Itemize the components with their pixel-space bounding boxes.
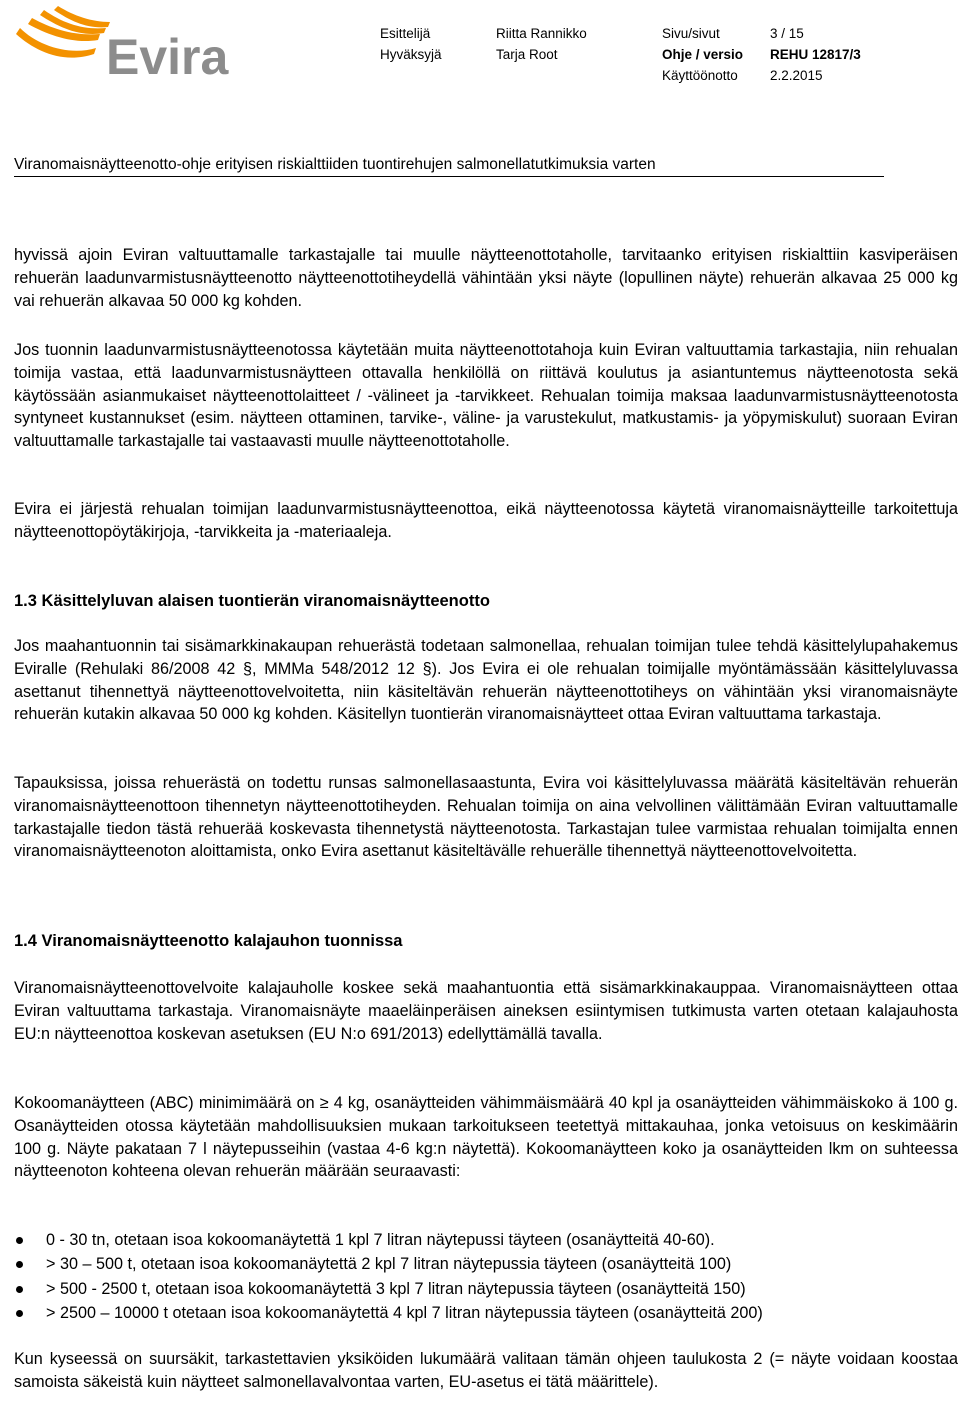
list-item <box>14 1252 958 1276</box>
list-item-text: > 2500 – 10000 t otetaan isoa kokoomanäytettä 4 kpl 7 litran näytepussia täyteen (osanäytteitä 200) <box>46 1303 763 1322</box>
presenter-label: Esittelijä <box>380 26 431 41</box>
page-label: Sivu/sivut <box>662 26 720 41</box>
page-value: 3 / 15 <box>770 26 804 41</box>
paragraph-8: Kun kyseessä on suursäkit, tarkastettavien yksiköiden lukumäärä valitaan tämän ohjeen taulukosta 2 (= näyte voidaan koostaa samoista säkeistä kuin näytteet salmonellavalvontaa varten, EU-asetus ei tätä määrittele). <box>14 1350 958 1391</box>
approver-label: Hyväksyjä <box>380 47 442 62</box>
paragraph-6: Viranomaisnäytteenottovelvoite kalajauholle koskee sekä maahantuontia että sisämarkkinakauppaa. Viranomaisnäytteen ottaa Eviran valtuuttama tarkastaja. Viranomaisnäyte maaeläinperäisen aineksen esiintymisen tutkimusta varten otetaan kalajauhosta EU:n näytteenottoa koskevan asetuksen (EU N:o 691/2013) edellyttämällä tavalla. <box>14 979 958 1043</box>
section-number: 1.3 <box>14 592 37 610</box>
adoption-label: Käyttöönotto <box>662 68 738 83</box>
guide-value: REHU 12817/3 <box>770 47 861 62</box>
sample-size-list <box>14 1228 958 1325</box>
paragraph-3: Evira ei järjestä rehualan toimijan laadunvarmistusnäytteenottoa, eikä näytteenotossa käytetä viranomaisnäytteille tarkoitettuja näytteenottopöytäkirjoja, -tarvikkeita ja -materiaaleja. <box>14 500 958 541</box>
section-title: Käsittelyluvan alaisen tuontierän viranomaisnäytteenotto <box>41 592 490 610</box>
paragraph-1: hyvissä ajoin Eviran valtuuttamalle tarkastajalle tai muulle näytteenottotaholle, tarvitaanko erityisen riskialttiin kasviperäisen rehuerän laadunvarmistusnäytteenotto näytteenottotiheydellä vähintään yksi näyte (lopullinen näyte) rehuerän alkavaa 25 000 kg vai rehuerän alkavaa 50 000 kg kohden. <box>14 246 958 310</box>
bullet-icon <box>16 1310 23 1317</box>
section-title: Viranomaisnäytteenotto kalajauhon tuonnissa <box>41 932 403 950</box>
list-item-text: 0 - 30 tn, otetaan isoa kokoomanäytettä 1 kpl 7 litran näytepussi täyteen (osanäytteitä 40-60). <box>46 1231 715 1249</box>
bullet-icon <box>16 1237 23 1244</box>
list-item-text: > 500 - 2500 t, otetaan isoa kokoomanäytettä 3 kpl 7 litran näytepussia täyteen (osanäytteitä 150) <box>46 1279 746 1298</box>
bullet-icon <box>16 1261 23 1268</box>
document-title: Viranomaisnäytteenotto-ohje erityisen riskialttiiden tuontirehujen salmonellatutkimuksia varten <box>14 156 884 177</box>
paragraph-7: Kokoomanäytteen (ABC) minimimäärä on ≥ 4 kg, osanäytteiden vähimmäismäärä 40 kpl ja osanäytteiden vähimmäiskoko ä 100 g. Osanäytteiden otossa käytetään mahdollisuuksien mukaan tarkoitukseen teetettyä mittakauhaa, jonka vetoisuus on keskimäärin 100 g. Näyte pakataan 7 l näytepusseihin (vastaa 4-6 kg:n näytettä). Kokoomanäytteen koko ja osanäytteiden lkm on suhteessa näytteenoton kohteena olevan rehuerän määrään seuraavasti: <box>14 1094 958 1181</box>
section-number: 1.4 <box>14 932 37 950</box>
section-heading-1-4 <box>14 932 402 951</box>
list-item <box>14 1277 958 1301</box>
approver-name: Tarja Root <box>496 47 558 62</box>
evira-logo-text: Evira <box>106 29 229 78</box>
list-item <box>14 1228 958 1252</box>
section-heading-1-3 <box>14 592 490 611</box>
list-item-text: > 30 – 500 t, otetaan isoa kokoomanäytettä 2 kpl 7 litran näytepussia täyteen (osanäytteitä 100) <box>46 1255 732 1274</box>
evira-sun-icon <box>16 6 110 58</box>
paragraph-5: Tapauksissa, joissa rehuerästä on todettu runsas salmonellasaastunta, Evira voi käsittelyluvassa määrätä käsiteltävän rehuerän viranomaisnäytteenottoon tihennetyn näytteenottotiheyden. Rehualan toimija on aina velvollinen välittämään Eviran valtuuttamalle tarkastajalle tiedon tästä rehuerää koskevasta tihennetystä näytteenotosta. Tarkastajan tulee varmistaa rehualan toimijalta ennen viranomaisnäytteenoton aloittamista, onko Evira asettanut käsiteltävälle rehuerälle tihennettyä näytteenottovelvoitetta. <box>14 774 958 861</box>
bullet-icon <box>16 1286 23 1293</box>
list-item <box>14 1301 958 1325</box>
guide-label: Ohje / versio <box>662 47 744 62</box>
header-meta <box>380 26 940 90</box>
paragraph-4: Jos maahantuonnin tai sisämarkkinakaupan rehuerästä todetaan salmonellaa, rehualan toimijan tulee tehdä käsittelylupahakemus Eviralle (Rehulaki 86/2008 42 §, MMMa 548/2012 12 §). Jos Evira ei ole rehualan toimijalle myöntämässään käsittelyluvassa asettanut tihennettyä näytteenottovelvoitetta, niin käsiteltävän rehuerän näytteenottotiheys on vähintään yksi viranomaisnäyte rehuerän kutakin alkavaa 50 000 kg kohden. Käsitellyn tuontierän viranomaisnäytteet ottaa Eviran valtuuttama tarkastaja. <box>14 637 958 724</box>
presenter-name: Riitta Rannikko <box>496 26 587 41</box>
adoption-value: 2.2.2015 <box>770 68 823 83</box>
paragraph-2: Jos tuonnin laadunvarmistusnäytteenotossa käytetään muita näytteenottotahoja kuin Eviran valtuuttamia tarkastajia, niin rehualan toimija vastaa, että laadunvarmistusnäytteen ottavalla henkilöllä on riittävä koulutus ja asiantuntemus näytteenotosta sekä käytössään asianmukaiset näytteenottolaitteet / -välineet ja -tarvikkeet. Rehualan toimija maksaa laadunvarmistusnäytteenotosta syntyneet kustannukset (esim. näytteen ottaminen, tarvike-, väline- ja varustekulut, matkustamis- ja yöpymiskulut) suoraan Eviran valtuuttamalle tarkastajalle tai vastaavasti muulle näytteenottotaholle. <box>14 341 958 451</box>
evira-logo <box>14 6 244 78</box>
